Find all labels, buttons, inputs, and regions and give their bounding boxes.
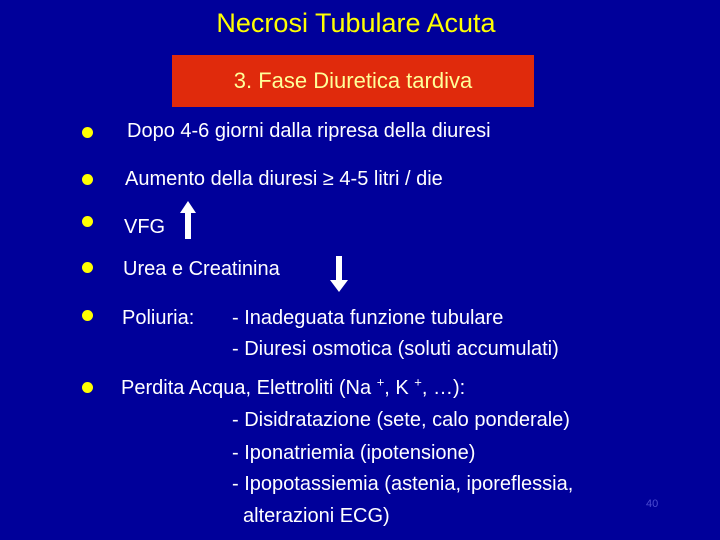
bullet-text-2 (125, 166, 443, 192)
bullet-dot-icon (82, 310, 93, 321)
bullet-5-sub-2: - Diuresi osmotica (soluti accumulati) (232, 338, 559, 360)
arrow-up-icon (178, 200, 198, 240)
bullet-6-sub-1: - Disidratazione (sete, calo ponderale) (232, 409, 570, 431)
bullet-2-text-post: 4-5 litri / die (333, 168, 443, 190)
bullet-dot-icon (82, 262, 93, 273)
bullet-dot-icon (82, 127, 93, 138)
subtitle-box (172, 55, 534, 107)
bullet-2-text-pre: Aumento della diuresi (125, 168, 323, 190)
bullet-6-text-mid: , K (384, 377, 415, 399)
bullet-text-3: VFG (124, 216, 166, 238)
k-plus-sup: + (414, 374, 422, 390)
bullet-text-4: Urea e Creatinina (123, 258, 280, 280)
page-number: 40 (646, 498, 659, 510)
bullet-6-text-post: , …): (421, 377, 466, 399)
na-plus-sup: + (376, 374, 385, 390)
bullet-5-sub-1: - Inadeguata funzione tubulare (232, 307, 504, 329)
subtitle-text: 3. Fase Diuretica tardiva (233, 68, 473, 93)
bullet-text-5: Poliuria: (122, 307, 195, 329)
bullet-dot-icon (82, 174, 93, 185)
arrow-down-icon (328, 255, 350, 293)
bullet-text-6 (121, 375, 465, 401)
bullet-text-1: Dopo 4-6 giorni dalla ripresa della diuresi (127, 120, 491, 142)
bullet-6-text-pre: Perdita Acqua, Elettroliti (Na (121, 377, 377, 399)
slide-title: Necrosi Tubulare Acuta (216, 8, 496, 38)
bullet-6-sub-2: - Iponatriemia (ipotensione) (232, 442, 476, 464)
bullet-dot-icon (82, 382, 93, 393)
bullet-6-sub-3: - Ipopotassiemia (astenia, iporeflessia, (232, 473, 574, 495)
bullet-6-sub-4: alterazioni ECG) (243, 505, 390, 527)
bullet-dot-icon (82, 216, 93, 227)
greater-equal-symbol: ≥ (322, 168, 334, 190)
